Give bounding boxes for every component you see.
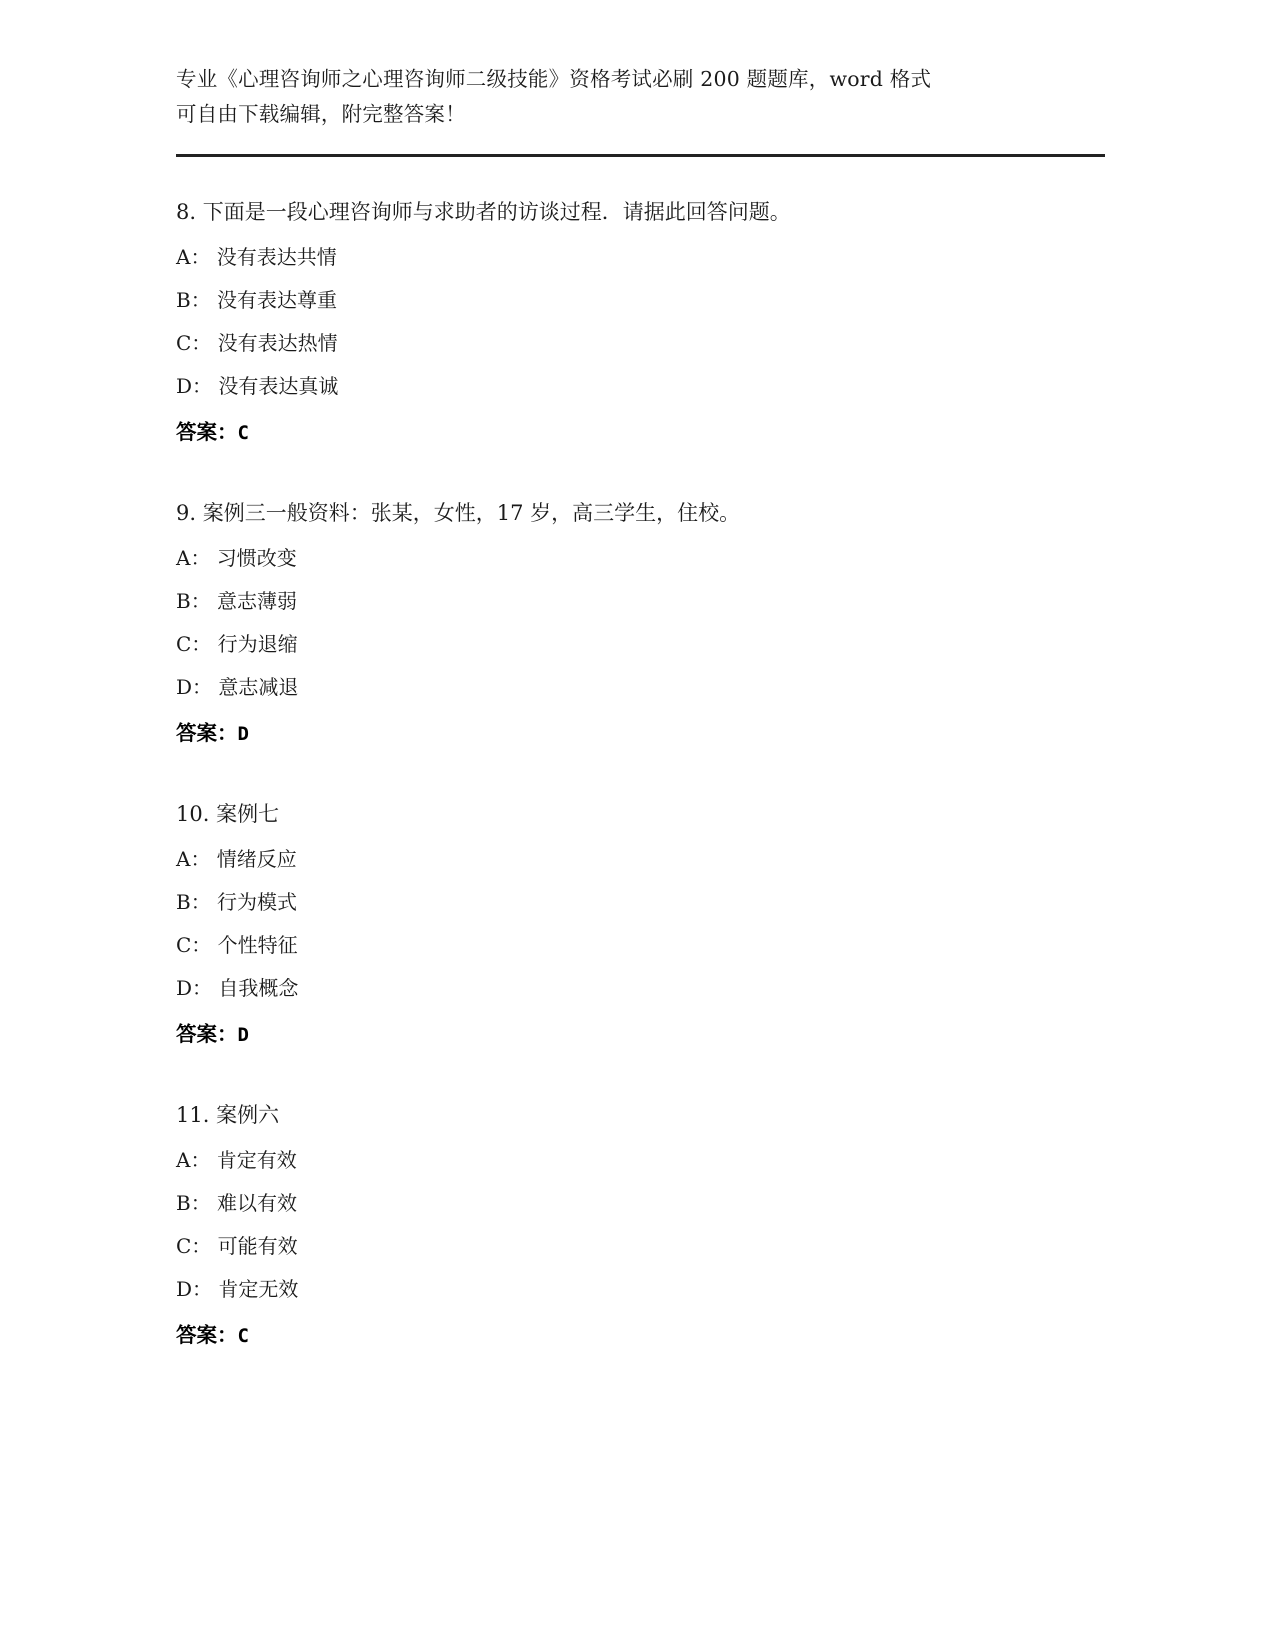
question-stem: 9. 案例三一般资料：张某，女性，17 岁，高三学生，住校。 [176,501,741,525]
answer-row [176,718,1105,749]
option-d: D： 自我概念 [176,976,299,1000]
question-stem: 10. 案例七 [176,802,280,826]
option-b: B： 行为模式 [176,890,298,914]
option-b: B： 意志薄弱 [176,589,298,613]
option-a: A： 习惯改变 [176,546,297,570]
answer-label: 答案： [176,420,238,444]
option-c: C： 可能有效 [176,1234,298,1258]
option-d: D： 意志减退 [176,675,299,699]
question-block [176,498,1105,749]
option-b: B： 没有表达尊重 [176,288,338,312]
answer-value: D [237,1024,250,1046]
page-header [176,62,1105,157]
option-c: C： 行为退缩 [176,632,298,656]
header-line-1: 专业《心理咨询师之心理咨询师二级技能》资格考试必刷 200 题题库，word 格式 [176,67,932,91]
answer-value: C [237,1325,250,1347]
option-d: D： 肯定无效 [176,1277,299,1301]
question-list [176,197,1105,1351]
question-block [176,799,1105,1050]
question-block [176,197,1105,448]
header-divider [176,154,1105,157]
option-c: C： 个性特征 [176,933,298,957]
option-d: D： 没有表达真诚 [176,374,339,398]
option-a: A： 肯定有效 [176,1148,297,1172]
answer-label: 答案： [176,721,238,745]
option-a: A： 没有表达共情 [176,245,337,269]
question-stem: 8. 下面是一段心理咨询师与求助者的访谈过程．请据此回答问题。 [176,200,791,224]
question-stem: 11. 案例六 [176,1103,280,1127]
header-line-2: 可自由下载编辑，附完整答案！ [176,102,466,126]
answer-row [176,417,1105,448]
option-a: A： 情绪反应 [176,847,297,871]
option-c: C： 没有表达热情 [176,331,338,355]
answer-row [176,1019,1105,1050]
option-b: B： 难以有效 [176,1191,298,1215]
answer-row [176,1320,1105,1351]
question-block [176,1100,1105,1351]
answer-value: D [237,723,250,745]
answer-value: C [237,422,250,444]
answer-label: 答案： [176,1022,238,1046]
answer-label: 答案： [176,1323,238,1347]
